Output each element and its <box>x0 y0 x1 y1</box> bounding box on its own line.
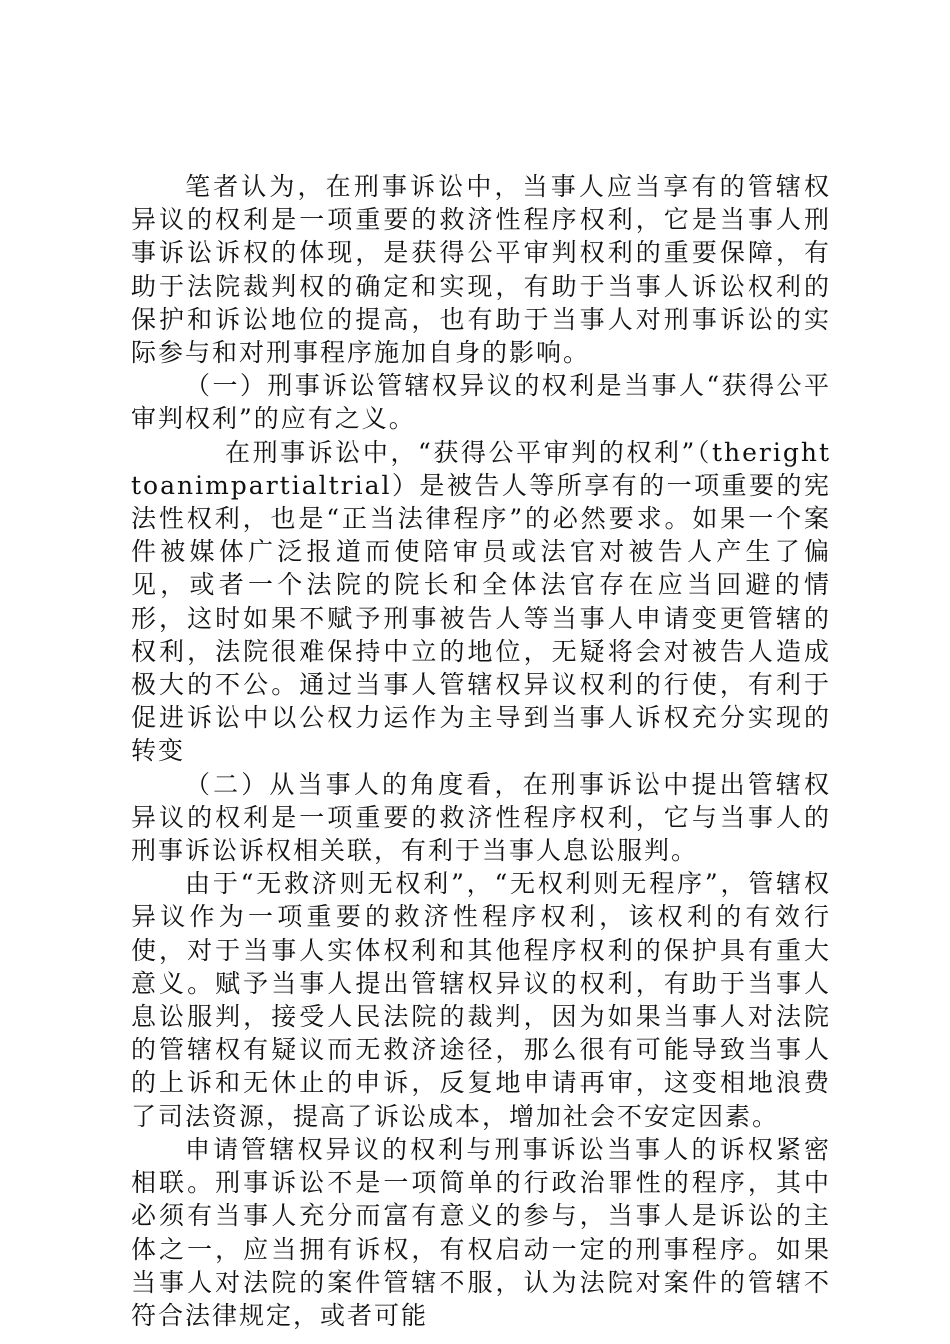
paragraph-fair-trial: 在刑事诉讼中，“获得公平审判的权利”（therighttoanimpartialtrial）是被告人等所享有的一项重要的宪法性权利，也是“正当法律程序”的必然要求。如果一个案件被媒体广泛报道而使陪审员或法官对被告人产生了偏见，或者一个法院的院长和全体法官存在应当回避的情形，这时如果不赋予刑事被告人等当事人申请变更管辖的权利，法院很难保持中立的地位，无疑将会对被告人造成极大的不公。通过当事人管辖权异议权利的行使，有利于促进诉讼中以公权力运作为主导到当事人诉权充分实现的转变 <box>131 437 831 766</box>
paragraph-litigation-right: 申请管辖权异议的权利与刑事诉讼当事人的诉权紧密相联。刑事诉讼不是一项简单的行政治罪性的程序，其中必须有当事人充分而富有意义的参与，当事人是诉讼的主体之一，应当拥有诉权，有权启动一定的刑事程序。如果当事人对法院的案件管辖不服，认为法院对案件的管辖不符合法律规定，或者可能 <box>131 1134 831 1330</box>
paragraph-opinion: 笔者认为，在刑事诉讼中，当事人应当享有的管辖权异议的权利是一项重要的救济性程序权利，它是当事人刑事诉讼诉权的体现，是获得公平审判权利的重要保障，有助于法院裁判权的确定和实现，有助于当事人诉讼权利的保护和诉讼地位的提高，也有助于当事人对刑事诉讼的实际参与和对刑事程序施加自身的影响。 <box>131 172 831 368</box>
section-heading-2: （二）从当事人的角度看，在刑事诉讼中提出管辖权异议的权利是一项重要的救济性程序权利，它与当事人的刑事诉讼诉权相关联，有利于当事人息讼服判。 <box>131 769 831 866</box>
document-page <box>131 170 831 1332</box>
section-heading-1: （一）刑事诉讼管辖权异议的权利是当事人“获得公平审判权利”的应有之义。 <box>131 371 831 434</box>
paragraph-remedy: 由于“无救济则无权利”，“无权利则无程序”，管辖权异议作为一项重要的救济性程序权利，该权利的有效行使，对于当事人实体权利和其他程序权利的保护具有重大意义。赋予当事人提出管辖权异议的权利，有助于当事人息讼服判，接受人民法院的裁判，因为如果当事人对法院的管辖权有疑议而无救济途径，那么很有可能导致当事人的上诉和无休止的申诉，反复地申请再审，这变相地浪费了司法资源，提高了诉讼成本，增加社会不安定因素。 <box>131 869 831 1131</box>
